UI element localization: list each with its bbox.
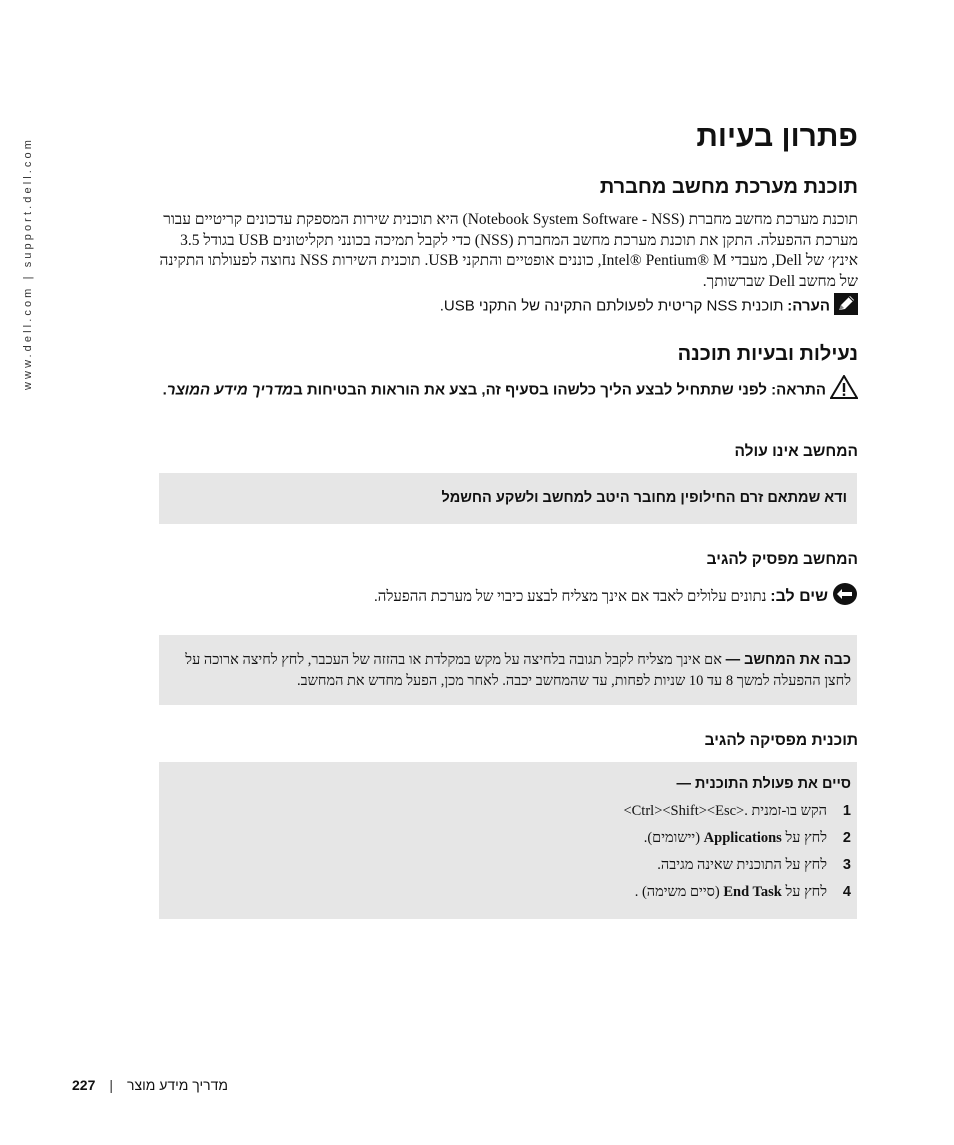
step-ui-term: End Task <box>723 884 782 900</box>
note-pencil-icon <box>834 293 858 321</box>
step-ui-term: Applications <box>703 830 782 846</box>
caution-end: . <box>162 381 167 399</box>
subheading-computer-not-start: המחשב אינו עולה <box>734 443 858 460</box>
side-url: www.dell.com | support.dell.com <box>22 136 34 390</box>
step-number: 2 <box>842 830 851 846</box>
caution-triangle-icon <box>830 375 858 406</box>
caution-text: לפני שתתחיל לבצע הליך כלשהו בסעיף זה, בצע את הוראות הבטיחות ב <box>293 381 767 399</box>
box-turn-off <box>159 635 857 705</box>
step-text: לחץ על <box>785 884 827 900</box>
notice <box>158 582 858 613</box>
step-item <box>169 825 851 852</box>
nss-paragraph: תוכנת מערכת מחשב מחברת (Notebook System Software - NSS) היא תוכנית שירות המספקת עדכונים קריטיים עבור מערכת ההפעלה. התקן את תוכנת מערכת מחשב המחברת (NSS) כדי לקבל תמיכה בכונני תקליטונים USB בגודל 3.5 אינץ׳ של Dell, מעבדי Intel® Pentium® M, כוננים אופטיים והתקני USB. תוכנית השירות NSS נחוצה לפעולתו התקינה של מחשב Dell שברשותך. <box>159 211 858 290</box>
step-text: לחץ על התוכנית שאינה מגיבה. <box>657 857 827 873</box>
note-text: תוכנית NSS קריטית לפעולתם התקינה של התקני USB. <box>439 297 784 315</box>
subheading-computer-stops-responding: המחשב מפסיק להגיב <box>706 551 858 568</box>
page-number: 227 <box>72 1077 96 1093</box>
step-text-end: (סיים משימה) . <box>634 884 720 900</box>
caution-label: התראה: <box>771 381 826 399</box>
steps-list <box>169 798 851 906</box>
section-heading-lockups: נעילות ובעיות תוכנה <box>677 343 858 365</box>
note <box>158 293 858 321</box>
notice-hand-icon <box>832 582 858 613</box>
step-keys: <Ctrl><Shift><Esc>. <box>623 803 748 819</box>
step-text: לחץ על <box>785 830 827 846</box>
note-label: הערה: <box>787 297 830 315</box>
box-turn-off-text: אם אינך מצליח לקבל תגובה בלחיצה על מקש במקלדת או בהזזה של העכבר, לחץ לחיצה ארוכה על לחצן ההפעלה למשך 8 עד 10 שניות לפחות, עד שהמחשב יכבה. לאחר מכן, הפעל מחדש את המחשב. <box>185 652 851 689</box>
box-end-program <box>159 762 857 919</box>
caution-guide-title: מדריך מידע המוצר <box>166 381 294 399</box>
page-title: פתרון בעיות <box>696 120 858 153</box>
box-turn-off-lead: כבה את המחשב — <box>725 652 851 668</box>
step-item <box>169 798 851 825</box>
subheading-program-stops-responding: תוכנית מפסיקה להגיב <box>704 732 858 749</box>
box-ac-adapter <box>159 473 857 524</box>
notice-label: שים לב: <box>770 587 828 605</box>
step-number: 3 <box>842 857 851 873</box>
step-text: הקש בו-זמנית <box>751 803 827 819</box>
step-number: 1 <box>842 803 851 819</box>
step-number: 4 <box>842 884 851 900</box>
box-ac-adapter-text: ודא שמתאם זרם החילופין מחובר היטב למחשב ולשקע החשמל <box>441 490 847 506</box>
footer <box>72 1077 228 1093</box>
step-item <box>169 879 851 906</box>
notice-text: נתונים עלולים לאבד אם אינך מצליח לבצע כיבוי של מערכת ההפעלה. <box>373 588 767 605</box>
footer-separator: | <box>109 1077 113 1093</box>
box-end-program-lead: סיים את פעולת התוכנית — <box>676 776 851 792</box>
step-text-end: (יישומים). <box>643 830 701 846</box>
section-heading-nss: תוכנת מערכת מחשב מחברת <box>599 176 858 198</box>
step-item <box>169 852 851 879</box>
guide-name: מדריך מידע מוצר <box>127 1077 228 1093</box>
caution <box>158 375 858 406</box>
